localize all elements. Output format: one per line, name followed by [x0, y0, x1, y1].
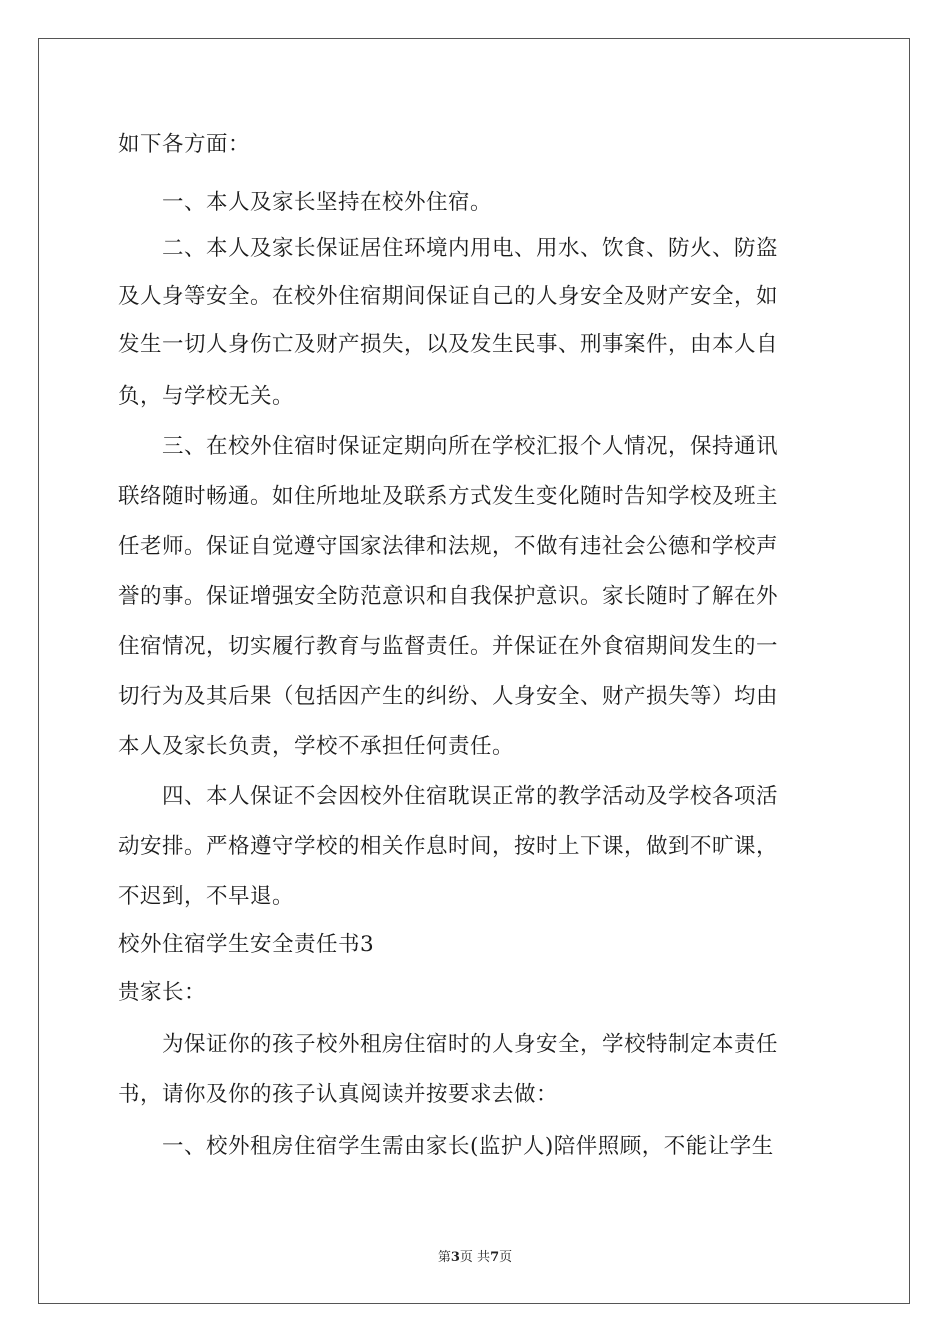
current-page-number: 3 — [450, 1250, 460, 1265]
text-line: 住宿情况，切实履行教育与监督责任。并保证在外食宿期间发生的一 — [118, 634, 779, 659]
text-line: 一、本人及家长坚持在校外住宿。 — [162, 190, 493, 215]
text-line: 负，与学校无关。 — [118, 384, 295, 409]
text-line: 为保证你的孩子校外租房住宿时的人身安全，学校特制定本责任 — [162, 1032, 779, 1057]
text-line: 联络随时畅通。如住所地址及联系方式发生变化随时告知学校及班主 — [118, 484, 779, 509]
page-label-mid: 页 共 — [459, 1250, 491, 1265]
text-line: 如下各方面： — [118, 132, 251, 157]
total-page-number: 7 — [490, 1250, 500, 1265]
text-line: 动安排。严格遵守学校的相关作息时间，按时上下课，做到不旷课， — [118, 834, 779, 859]
text-line: 二、本人及家长保证居住环境内用电、用水、饮食、防火、防盗 — [162, 236, 779, 261]
text-line: 一、校外租房住宿学生需由家长(监护人)陪伴照顾，不能让学生 — [162, 1134, 774, 1159]
text-line: 切行为及其后果（包括因产生的纠纷、人身安全、财产损失等）均由 — [118, 684, 779, 709]
text-line: 不迟到，不早退。 — [118, 884, 295, 909]
text-line: 誉的事。保证增强安全防范意识和自我保护意识。家长随时了解在外 — [118, 584, 779, 609]
page-border — [38, 38, 910, 1304]
text-line: 发生一切人身伤亡及财产损失，以及发生民事、刑事案件，由本人自 — [118, 332, 779, 357]
page-label-prefix: 第 — [437, 1250, 451, 1265]
section-heading: 校外住宿学生安全责任书3 — [118, 932, 375, 957]
text-line: 及人身等安全。在校外住宿期间保证自己的人身安全及财产安全，如 — [118, 284, 779, 309]
text-line: 任老师。保证自觉遵守国家法律和法规，不做有违社会公德和学校声 — [118, 534, 779, 559]
text-line: 书，请你及你的孩子认真阅读并按要求去做： — [118, 1082, 559, 1107]
text-line: 本人及家长负责，学校不承担任何责任。 — [118, 734, 515, 759]
salutation: 贵家长： — [118, 980, 207, 1005]
text-line: 四、本人保证不会因校外住宿耽误正常的教学活动及学校各项活 — [162, 784, 779, 809]
text-line: 三、在校外住宿时保证定期向所在学校汇报个人情况，保持通讯 — [162, 434, 779, 459]
page-footer — [0, 1246, 950, 1265]
page-label-suffix: 页 — [499, 1250, 513, 1265]
